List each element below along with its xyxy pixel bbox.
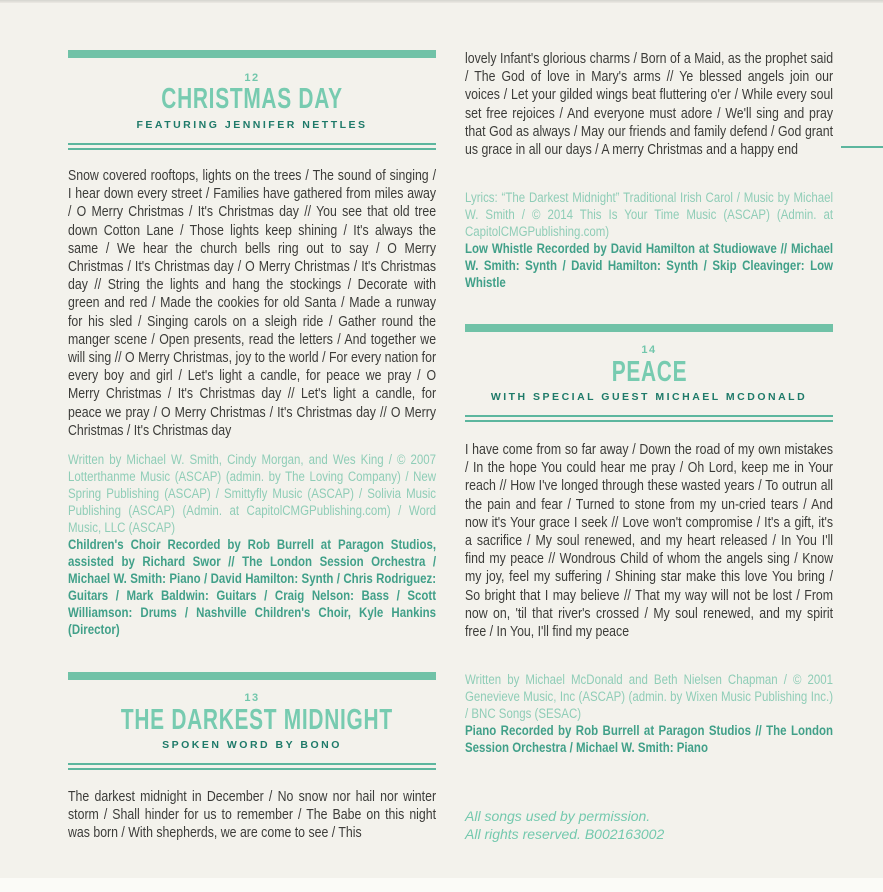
- track14-title-text: PEACE: [611, 356, 687, 388]
- track12-performance-credits: Children's Choir Recorded by Rob Burrell at Paragon Studios, assisted by Richard Swor // The London Session Orchestra / Michael W. Smith: Piano / David Hamilton: Synth / Chris Rodriguez: Guitars / Mark Baldwin: Guitars / Craig Nelson: Bass / Scott Williamson: Drums / Nashville Children's Choir, Kyle Hankins (Director): [68, 537, 437, 637]
- track13-title-text: THE DARKEST MIDNIGHT: [120, 704, 393, 736]
- permissions-note: [465, 808, 664, 843]
- track13-title: [68, 705, 436, 737]
- track13-number: 13: [244, 692, 260, 704]
- track13-lyrics-part2: lovely Infant's glorious charms / Born of a Maid, as the prophet said / The God of love in Mary's arms // Ye blessed angels join our voices / Let your gilded wings beat fluttering o'er / While every soul set free rejoices / And everyone must adore / We'll sing and pray that God as always / May our friends and family defend / God grant us grace in all our days / A merry Christmas and a happy end: [465, 51, 834, 159]
- track13-header-divider: [68, 763, 436, 770]
- track14-number: 14: [641, 344, 657, 356]
- track12-accent-bar: [68, 50, 436, 58]
- rights-catalog-line: All rights reserved. B002163002: [465, 825, 665, 842]
- track14-performance-credits: Piano Recorded by Rob Burrell at Paragon Studios // The London Session Orchestra / Michael W. Smith: Piano: [465, 723, 834, 755]
- track12-subtitle: FEATURING JENNIFER NETTLES: [136, 119, 368, 131]
- track14-accent-bar: [465, 324, 833, 332]
- track14-publishing-credits: Written by Michael McDonald and Beth Nielsen Chapman / © 2001 Genevieve Music, Inc (ASCAP) (admin. by Wixen Music Publishing Inc.) / BNC Songs (SESAC): [465, 672, 834, 721]
- facing-page-divider-fragment: [841, 146, 883, 148]
- track14-header-divider: [465, 415, 833, 422]
- track14-lyrics: I have come from so far away / Down the road of my own mistakes / In the hope You could hear me pray / Oh Lord, keep me in Your reach // How I've longed through these wasted years / To outrun all the pain and fear / Turned to stone from my un-cried tears / And now it's Your grace I seek // Love won't compromise / It's a gift, it's a sacrifice / My soul renewed, and my heart released / In You I'll find my peace // Wondrous Child of whom the angels sing / Know my joy, feel my suffering / Shining star make this love You bring / So bright that I may believe // That my way will not be lost / From now on, 'til that river's crossed / My soul renewed, and my spirit free / In You, I'll find my peace: [465, 442, 834, 641]
- left-column: [68, 0, 436, 892]
- track13-accent-bar: [68, 672, 436, 680]
- track13-subtitle: SPOKEN WORD BY BONO: [162, 739, 342, 751]
- track13-performance-credits: Low Whistle Recorded by David Hamilton at Studiowave // Michael W. Smith: Synth / David Hamilton: Synth / Skip Cleavinger: Low Whistle: [465, 241, 834, 290]
- track12-publishing-credits: Written by Michael W. Smith, Cindy Morgan, and Wes King / © 2007 Lotterthanme Music (ASCAP) (admin. by The Loving Company) / New Spring Publishing (ASCAP) / Smittyfly Music (ASCAP) / Solivia Music Publishing (ASCAP) (Admin. at CapitolCMGPublishing.com) / Word Music, LLC (ASCAP): [68, 452, 437, 535]
- track12-title: [68, 84, 436, 116]
- track14-subtitle: WITH SPECIAL GUEST MICHAEL MCDONALD: [490, 391, 808, 403]
- track13-lyrics-part1: The darkest midnight in December / No snow nor hail nor winter storm / Shall hinder for us to remember / The Babe on this night was born / With shepherds, we are come to see / This: [68, 789, 437, 842]
- page-bottom-edge: [0, 878, 883, 892]
- right-column: [465, 0, 833, 892]
- track12-number: 12: [244, 72, 260, 84]
- track12-title-text: CHRISTMAS DAY: [161, 83, 343, 115]
- track12-header-divider: [68, 143, 436, 150]
- track14-title: [465, 357, 833, 389]
- track13-publishing-credits: Lyrics: “The Darkest Midnight” Traditional Irish Carol / Music by Michael W. Smith / © 2014 This Is Your Time Music (ASCAP) (Admin. at CapitolCMGPublishing.com): [465, 190, 834, 239]
- permissions-line1: All songs used by permission.: [465, 808, 651, 824]
- track12-lyrics: Snow covered rooftops, lights on the trees / The sound of singing / I hear down every street / Families have gathered from miles away / O Merry Christmas / It's Christmas day // You see that old tree down Cotton Lane / Those lights keep shining / It's always the same / We hear the church bells ring out to say / O Merry Christmas / It's Christmas day / O Merry Christmas / It's Christmas day // String the lights and hang the stockings / Decorate with green and red / Made the cookies for old Santa / Made a runway for his sled / Singing carols on a sleigh ride / Gather round the manger scene / Open presents, read the letters / And together we will sing // O Merry Christmas, joy to the world / For every nation for every boy and girl / Let's light a candle, for peace we pray / O Merry Christmas / It's Christmas day // Let's light a candle, for peace we pray / O Merry Christmas / It's Christmas day // O Merry Christmas / It's Christmas day: [68, 168, 437, 439]
